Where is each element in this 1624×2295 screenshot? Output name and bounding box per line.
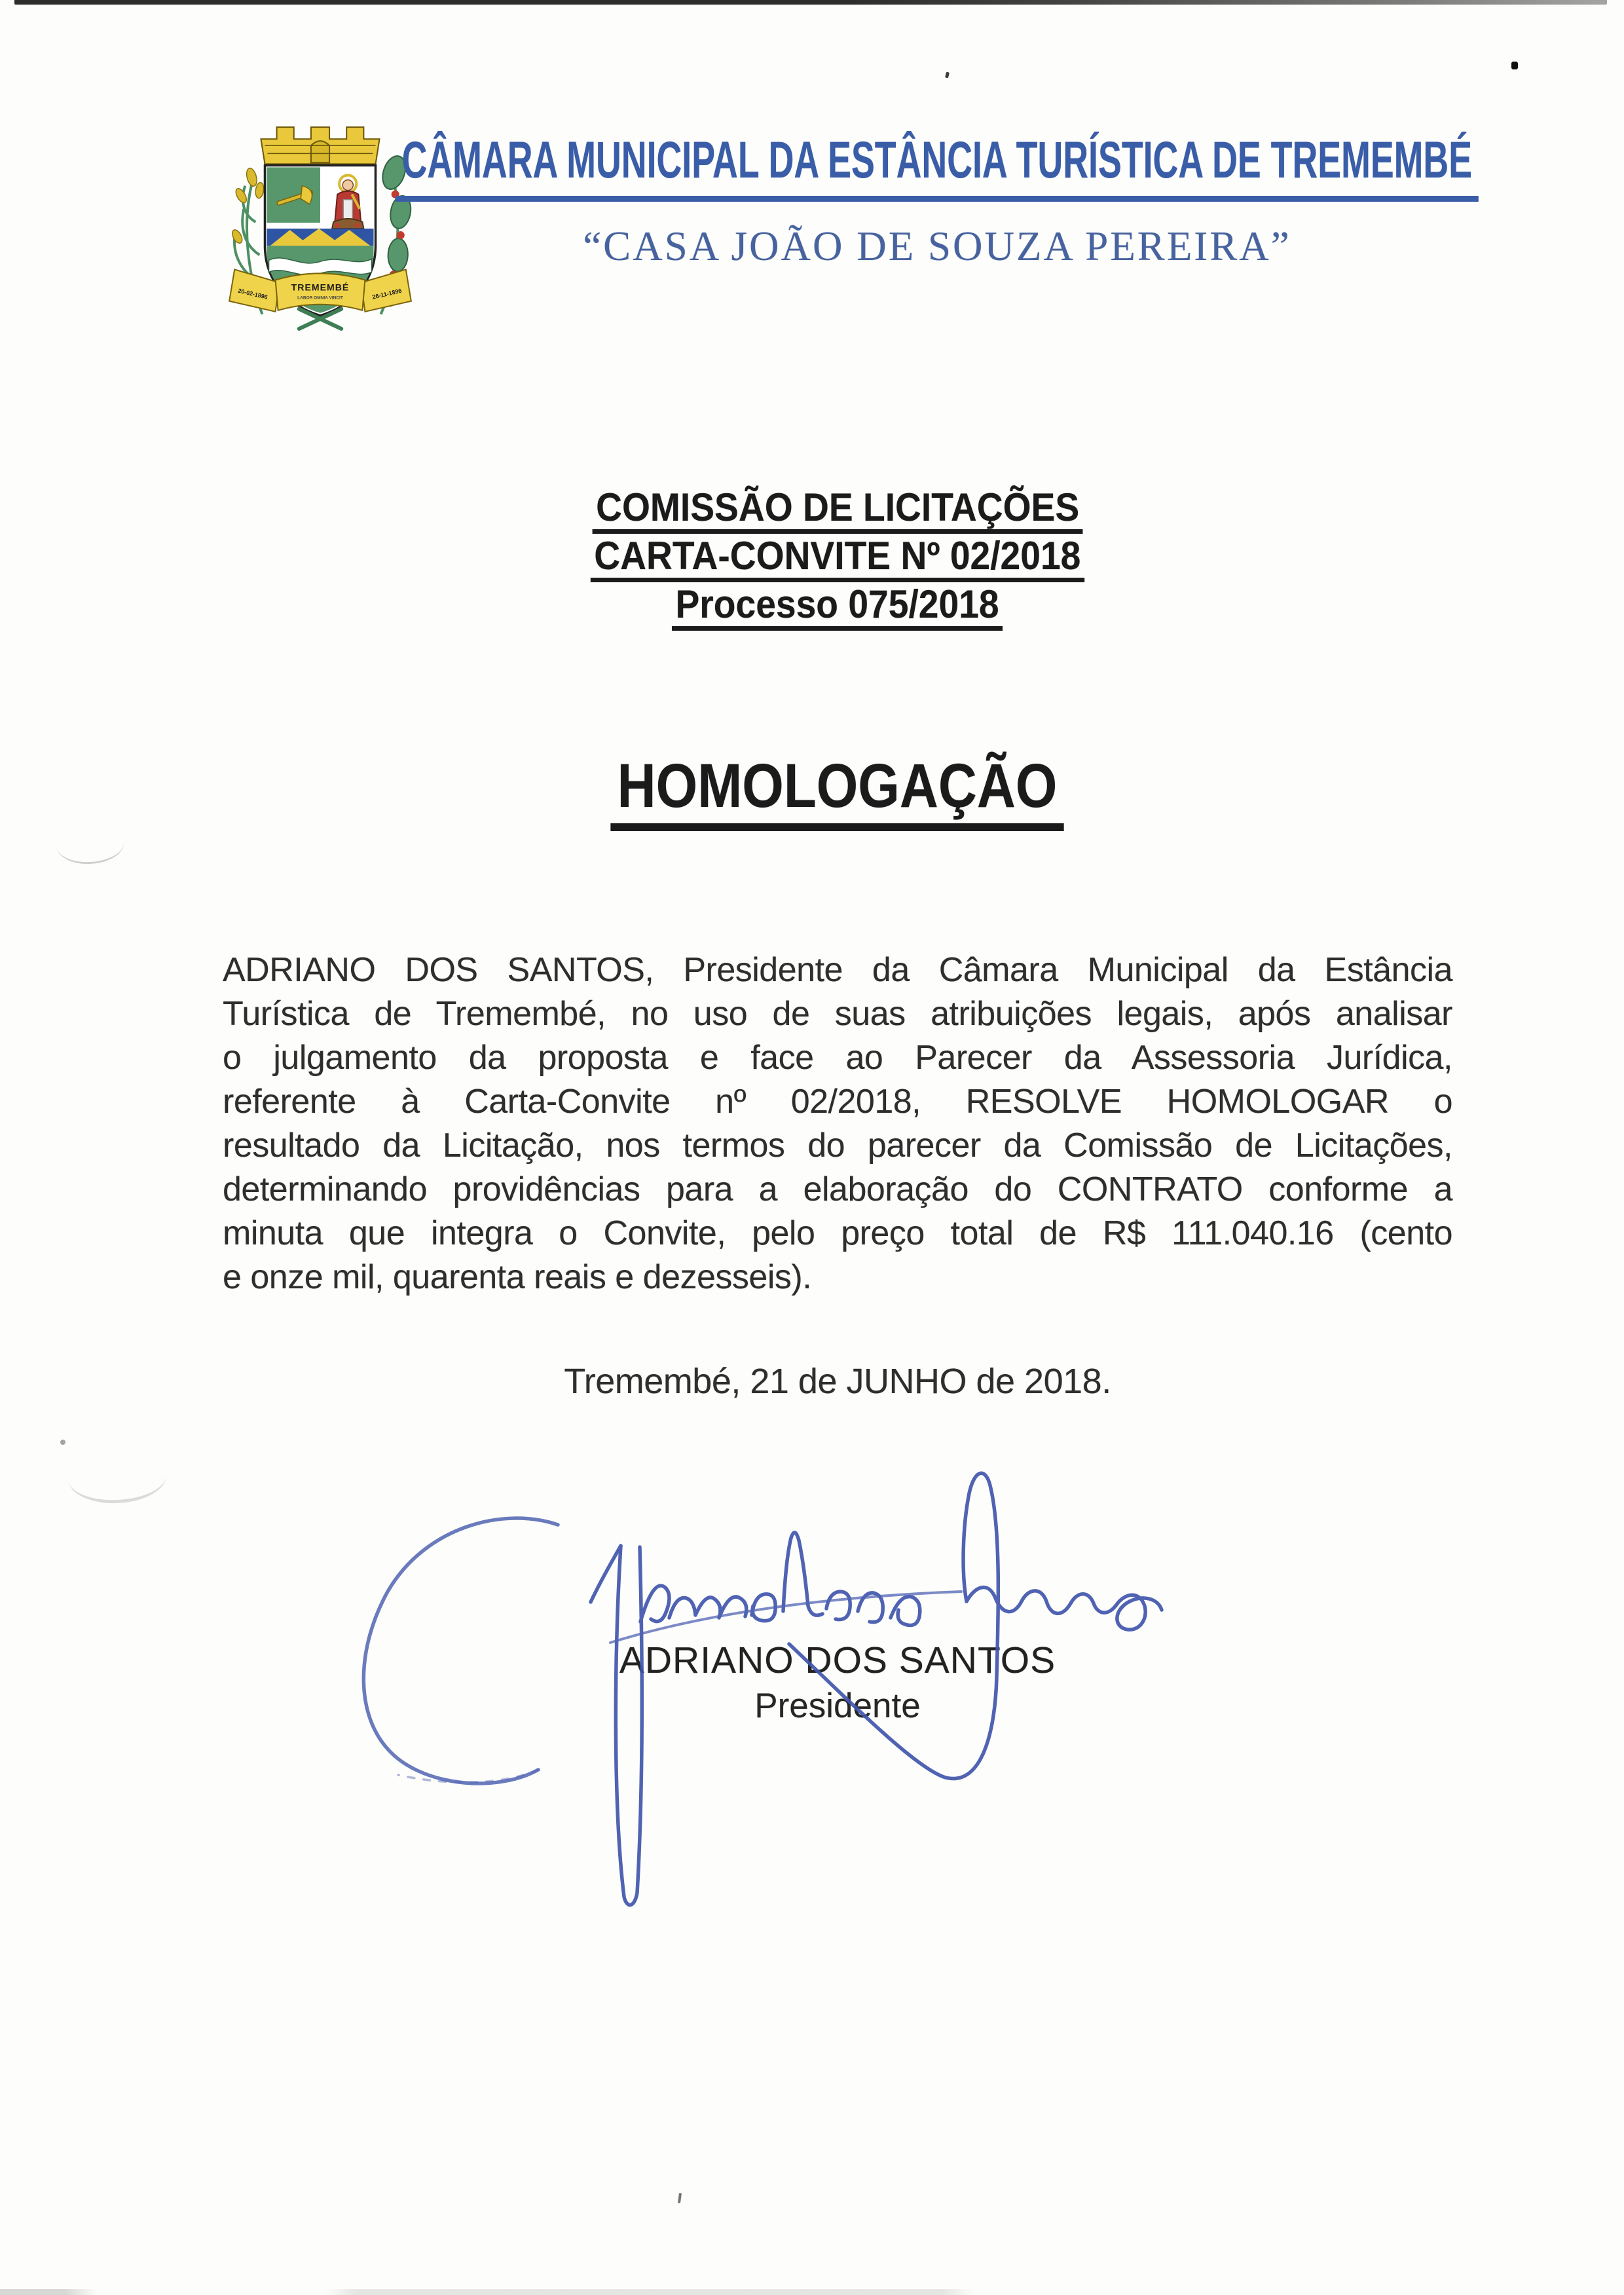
commission-heading-line-2: CARTA-CONVITE Nº 02/2018 <box>591 536 1084 582</box>
body-line: e onze mil, quarenta reais e dezesseis). <box>223 1258 812 1296</box>
scan-speck <box>1511 62 1518 69</box>
page-title: CÂMARA MUNICIPAL DA ESTÂNCIA TURÍSTICA DE TREMEMBÉ <box>396 130 1478 202</box>
scan-smudge-arc <box>67 1449 168 1506</box>
body-line: minuta que integra o Convite, pelo preço total de R$ 111.040.16 (cento <box>223 1214 1452 1252</box>
signee-role: Presidente <box>754 1687 921 1725</box>
svg-text:TREMEMBÉ: TREMEMBÉ <box>291 282 350 293</box>
body-line: ADRIANO DOS SANTOS, Presidente da Câmara Municipal da Estância <box>223 951 1452 989</box>
crest-mural-crown <box>261 127 379 164</box>
body-line: determinando providências para a elaboração do CONTRATO conforme a <box>223 1170 1452 1208</box>
document-title: HOMOLOGAÇÃO <box>611 751 1064 831</box>
scan-artifact-bottom-edge <box>0 2289 1624 2295</box>
municipal-crest <box>221 117 419 334</box>
svg-text:LABOR OMNIA VINCIT: LABOR OMNIA VINCIT <box>297 295 343 301</box>
scan-smudge-arc <box>55 821 126 866</box>
header-subtitle: “CASA JOÃO DE SOUZA PEREIRA” <box>583 223 1291 269</box>
body-line: o julgamento da proposta e face ao Parecer da Assessoria Jurídica, <box>223 1039 1452 1077</box>
scan-speck <box>945 72 950 79</box>
body-line: Turística de Tremembé, no uso de suas atribuições legais, após analisar <box>223 995 1452 1033</box>
scan-speck <box>678 2193 682 2203</box>
commission-heading-line-3: Processo 075/2018 <box>672 584 1003 631</box>
body-paragraph <box>223 948 1452 1299</box>
body-line: referente à Carta-Convite nº 02/2018, RESOLVE HOMOLOGAR o <box>223 1083 1452 1121</box>
svg-text:20-02-1896: 20-02-1896 <box>237 287 268 301</box>
body-line: resultado da Licitação, nos termos do parecer da Comissão de Licitações, <box>223 1127 1452 1165</box>
date-line: Tremembé, 21 de JUNHO de 2018. <box>564 1362 1111 1401</box>
commission-heading <box>223 487 1452 633</box>
svg-text:26-11-1896: 26-11-1896 <box>371 287 403 301</box>
document-title-wrap <box>223 751 1452 831</box>
scan-smudge-dot <box>60 1440 65 1445</box>
commission-heading-line-1: COMISSÃO DE LICITAÇÕES <box>592 487 1082 534</box>
signee-name: ADRIANO DOS SANTOS <box>619 1639 1056 1681</box>
scan-artifact-top-edge <box>14 0 1607 5</box>
crest-emblem-icon <box>221 117 419 334</box>
document-header <box>401 130 1473 271</box>
